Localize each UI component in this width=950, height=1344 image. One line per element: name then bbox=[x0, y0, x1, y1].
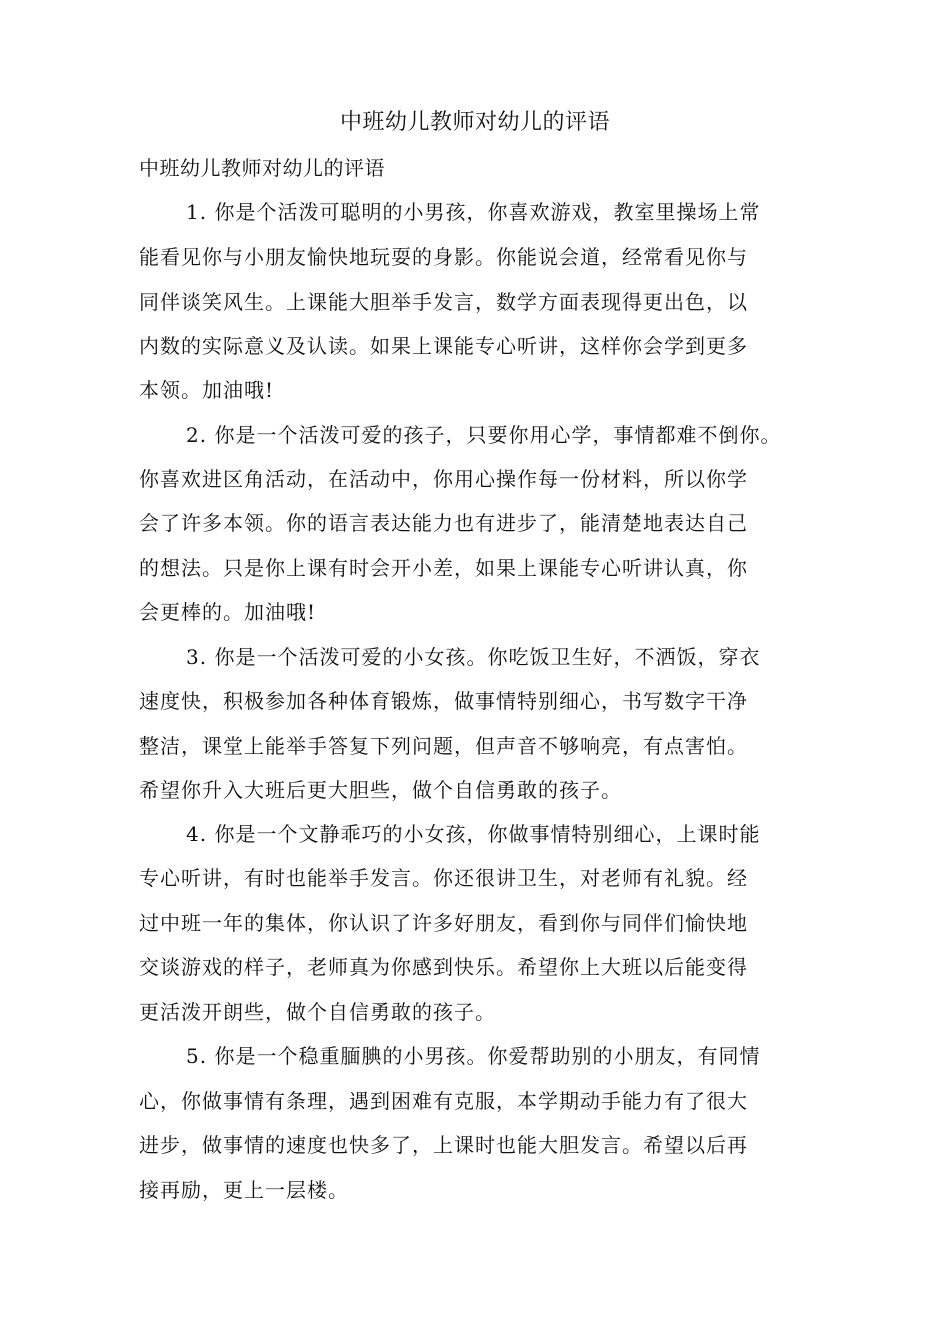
document-subtitle: 中班幼儿教师对幼儿的评语 bbox=[139, 156, 385, 180]
paragraph-4-line-3: 过中班一年的集体，你认识了许多好朋友，看到你与同伴们愉快地 bbox=[139, 911, 748, 935]
document-title: 中班幼儿教师对幼儿的评语 bbox=[339, 110, 610, 135]
paragraph-2-line-4: 的想法。只是你上课有时会开小差，如果上课能专心听讲认真，你 bbox=[139, 556, 748, 580]
paragraph-5-line-2: 心，你做事情有条理，遇到困难有克服，本学期动手能力有了很大 bbox=[139, 1089, 748, 1113]
paragraph-5-line-3: 进步，做事情的速度也快多了，上课时也能大胆发言。希望以后再 bbox=[139, 1133, 748, 1157]
paragraph-4-line-1: 4. 你是一个文静乖巧的小女孩，你做事情特别细心，上课时能 bbox=[186, 822, 761, 846]
paragraph-3-line-2: 速度快，积极参加各种体育锻炼，做事情特别细心，书写数字干净 bbox=[139, 689, 748, 713]
paragraph-3-line-4: 希望你升入大班后更大胆些，做个自信勇敢的孩子。 bbox=[139, 778, 622, 802]
paragraph-1-line-2: 能看见你与小朋友愉快地玩耍的身影。你能说会道，经常看见你与 bbox=[139, 245, 748, 269]
paragraph-4-line-4: 交谈游戏的样子，老师真为你感到快乐。希望你上大班以后能变得 bbox=[139, 955, 748, 979]
paragraph-5-line-1: 5. 你是一个稳重腼腆的小男孩。你爱帮助别的小朋友，有同情 bbox=[186, 1044, 761, 1068]
paragraph-2-line-2: 你喜欢进区角活动，在活动中，你用心操作每一份材料，所以你学 bbox=[139, 467, 748, 491]
paragraph-2-line-5: 会更棒的。加油哦! bbox=[139, 600, 317, 624]
paragraph-3-line-1: 3. 你是一个活泼可爱的小女孩。你吃饭卫生好，不洒饭，穿衣 bbox=[186, 645, 761, 669]
paragraph-4-line-5: 更活泼开朗些，做个自信勇敢的孩子。 bbox=[139, 1000, 496, 1024]
paragraph-1-line-4: 内数的实际意义及认读。如果上课能专心听讲，这样你会学到更多 bbox=[139, 334, 748, 358]
paragraph-2-line-3: 会了许多本领。你的语言表达能力也有进步了，能清楚地表达自己 bbox=[139, 511, 748, 535]
paragraph-4-line-2: 专心听讲，有时也能举手发言。你还很讲卫生，对老师有礼貌。经 bbox=[139, 866, 748, 890]
paragraph-1-line-5: 本领。加油哦! bbox=[139, 378, 275, 402]
paragraph-5-line-4: 接再励，更上一层楼。 bbox=[139, 1178, 349, 1202]
paragraph-3-line-3: 整洁，课堂上能举手答复下列问题，但声音不够响亮，有点害怕。 bbox=[139, 734, 748, 758]
paragraph-1-line-3: 同伴谈笑风生。上课能大胆举手发言，数学方面表现得更出色，以 bbox=[139, 290, 748, 314]
paragraph-2-line-1: 2. 你是一个活泼可爱的孩子，只要你用心学，事情都难不倒你。 bbox=[186, 423, 782, 447]
paragraph-1-line-1: 1. 你是个活泼可聪明的小男孩，你喜欢游戏，教室里操场上常 bbox=[186, 200, 761, 224]
